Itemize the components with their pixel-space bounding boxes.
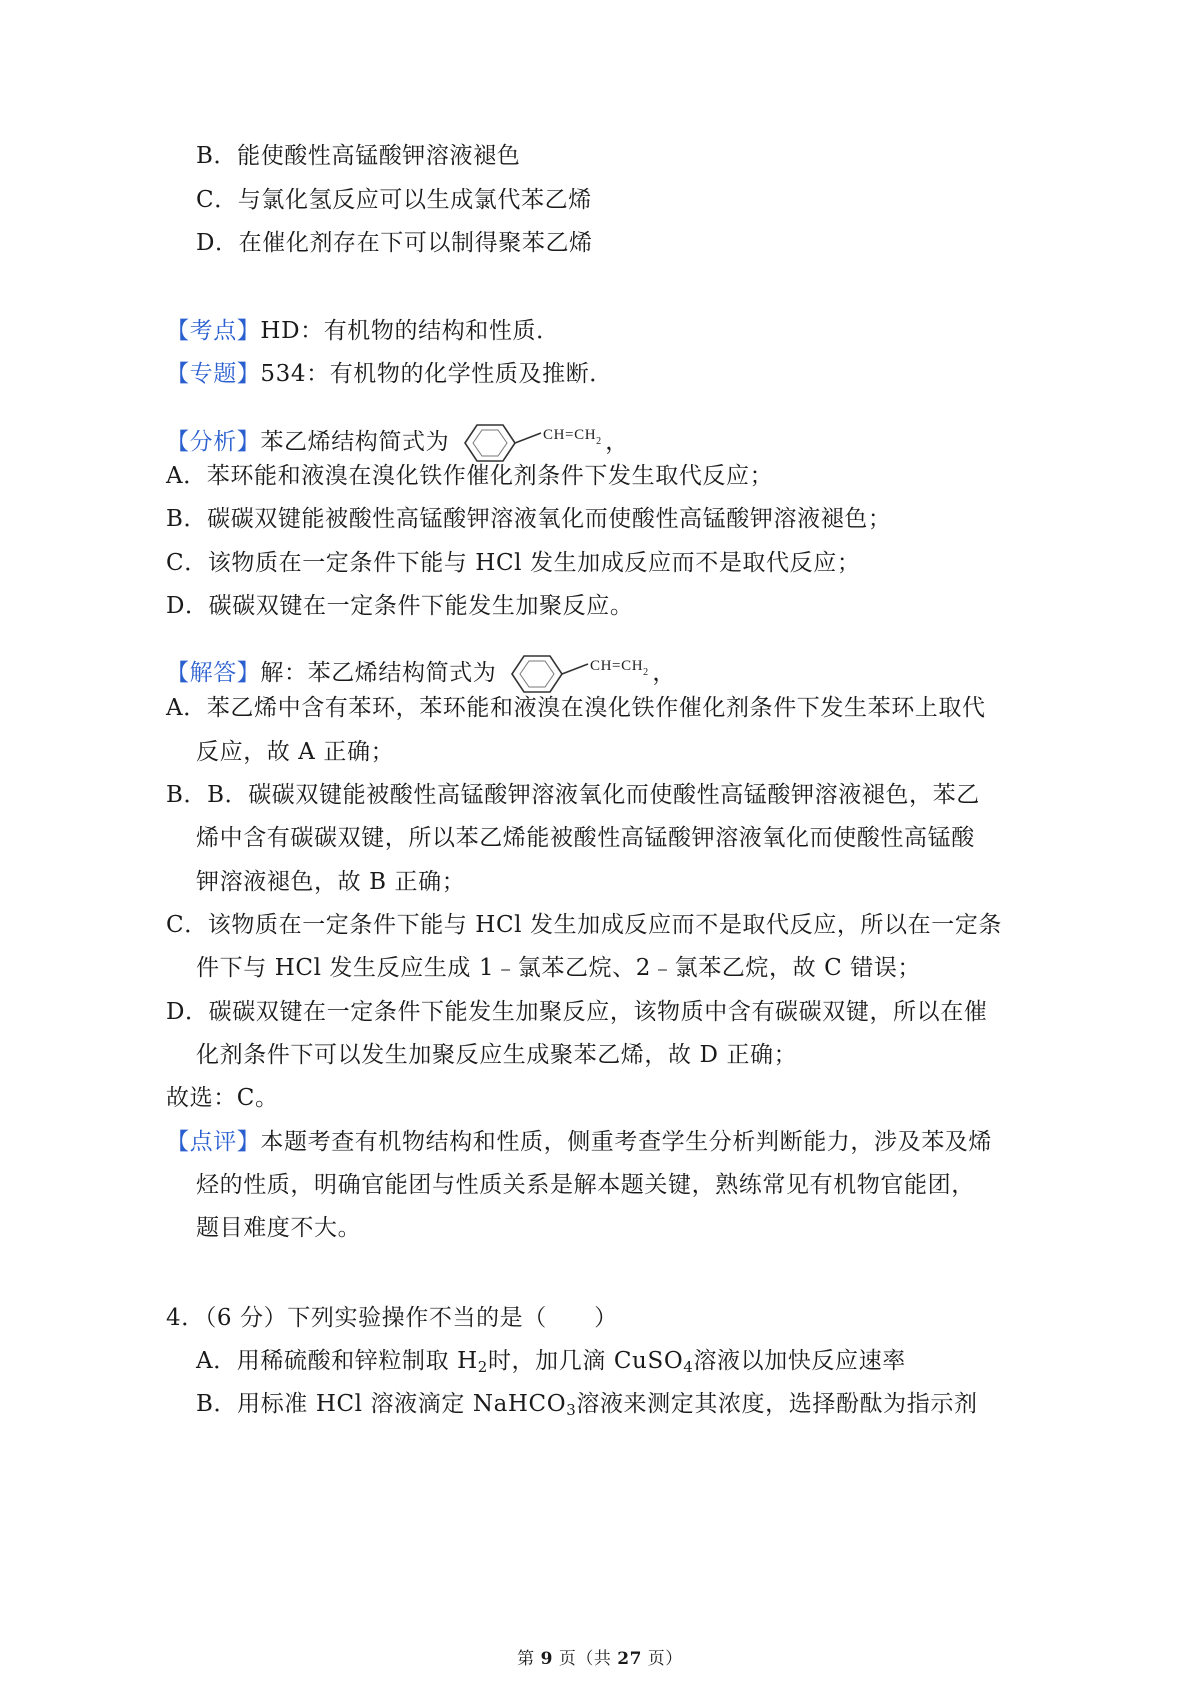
- jieda-d-1: D．碳碳双键在一定条件下能发生加聚反应，该物质中含有碳碳双键，所以在催: [166, 999, 988, 1025]
- zhuanti-tag: 【专题】: [166, 361, 261, 387]
- question-4-stem: 4．（6 分）下列实验操作不当的是（ ）: [166, 1305, 618, 1331]
- answer-line: 故选：C。: [166, 1085, 279, 1111]
- q4a-post: 溶液以加快反应速率: [693, 1348, 906, 1374]
- jieda-tag: 【解答】: [166, 660, 261, 686]
- dianping-text-1: 本题考查有机物结构和性质，侧重考查学生分析判断能力，涉及苯及烯: [260, 1129, 993, 1155]
- dianping-tag: 【点评】: [166, 1129, 261, 1155]
- fenxi-tag: 【分析】: [166, 429, 261, 455]
- jieda-a-2: 反应，故 A 正确；: [196, 739, 395, 765]
- jieda-c-2: 件下与 HCl 发生反应生成 1﹣氯苯乙烷、2﹣氯苯乙烷，故 C 错误；: [196, 955, 922, 981]
- jieda-c-1: C．该物质在一定条件下能与 HCl 发生加成反应而不是取代反应，所以在一定条: [166, 912, 1003, 938]
- fenxi-b: B．碳碳双键能被酸性高锰酸钾溶液氧化而使酸性高锰酸钾溶液褪色；: [166, 506, 892, 532]
- jieda-line: [166, 650, 676, 698]
- option-c: C．与氯化氢反应可以生成氯代苯乙烯: [196, 187, 592, 213]
- q4a-pre: A．用稀硫酸和锌粒制取 H: [196, 1348, 478, 1374]
- q4b-post: 溶液来测定其浓度，选择酚酞为指示剂: [576, 1391, 978, 1417]
- fenxi-end: ，: [605, 429, 629, 455]
- structure-sub: 2: [596, 436, 602, 447]
- svg-text:CH=CH2: [590, 658, 649, 678]
- jieda-d-2: 化剂条件下可以发生加聚反应生成聚苯乙烯，故 D 正确；: [196, 1042, 798, 1068]
- structure-label: CH=CH: [590, 658, 644, 674]
- dianping-text-2: 烃的性质，明确官能团与性质关系是解本题关键，熟练常见有机物官能团，: [196, 1172, 975, 1198]
- footer-mid: 页（共: [552, 1649, 618, 1669]
- kaodian-text: HD：有机物的结构和性质．: [260, 318, 560, 344]
- footer-page-number: 9: [540, 1649, 553, 1669]
- q4a-sub1: 2: [477, 1358, 488, 1376]
- jieda-end: ，: [652, 660, 677, 686]
- kaodian-line: [166, 316, 560, 346]
- styrene-structure-icon: [500, 650, 650, 698]
- q4a-mid: 时，加几滴 CuSO: [487, 1348, 684, 1374]
- footer-pre: 第: [517, 1649, 541, 1669]
- footer-total-pages: 27: [617, 1649, 642, 1669]
- svg-text:CH=CH2: [543, 427, 602, 447]
- option-b: B．能使酸性高锰酸钾溶液褪色: [196, 143, 521, 169]
- styrene-structure-icon: [453, 419, 603, 467]
- jieda-b-3: 钾溶液褪色，故 B 正确；: [196, 869, 466, 895]
- kaodian-tag: 【考点】: [166, 318, 261, 344]
- dianping-text-3: 题目难度不大。: [196, 1215, 362, 1241]
- q4b-sub: 3: [566, 1401, 577, 1419]
- jieda-a-1: A．苯乙烯中含有苯环，苯环能和液溴在溴化铁作催化剂条件下发生苯环上取代: [166, 695, 986, 721]
- fenxi-text: 苯乙烯结构简式为: [260, 429, 450, 455]
- jieda-b-2: 烯中含有碳碳双键，所以苯乙烯能被酸性高锰酸钾溶液氧化而使酸性高锰酸: [196, 825, 975, 851]
- footer-post: 页）: [641, 1649, 683, 1669]
- zhuanti-text: 534：有机物的化学性质及推断．: [260, 361, 613, 387]
- fenxi-line: [166, 419, 629, 467]
- jieda-text: 解：苯乙烯结构简式为: [260, 660, 497, 686]
- page-footer: [0, 1647, 1200, 1671]
- zhuanti-line: [166, 359, 613, 389]
- question-4-option-b: [196, 1389, 978, 1419]
- question-4-option-a: [196, 1346, 906, 1376]
- jieda-b-1: B．B．碳碳双键能被酸性高锰酸钾溶液氧化而使酸性高锰酸钾溶液褪色，苯乙: [166, 782, 980, 808]
- option-d: D．在催化剂存在下可以制得聚苯乙烯: [196, 230, 593, 256]
- structure-sub: 2: [643, 667, 650, 678]
- q4b-pre: B．用标准 HCl 溶液滴定 NaHCO: [196, 1391, 567, 1417]
- dianping-line: [166, 1127, 992, 1157]
- fenxi-a: A．苯环能和液溴在溴化铁作催化剂条件下发生取代反应；: [166, 463, 774, 489]
- q4a-sub2: 4: [683, 1358, 694, 1376]
- fenxi-d: D．碳碳双键在一定条件下能发生加聚反应。: [166, 593, 634, 619]
- structure-label: CH=CH: [543, 427, 597, 443]
- fenxi-c: C．该物质在一定条件下能与 HCl 发生加成反应而不是取代反应；: [166, 550, 861, 576]
